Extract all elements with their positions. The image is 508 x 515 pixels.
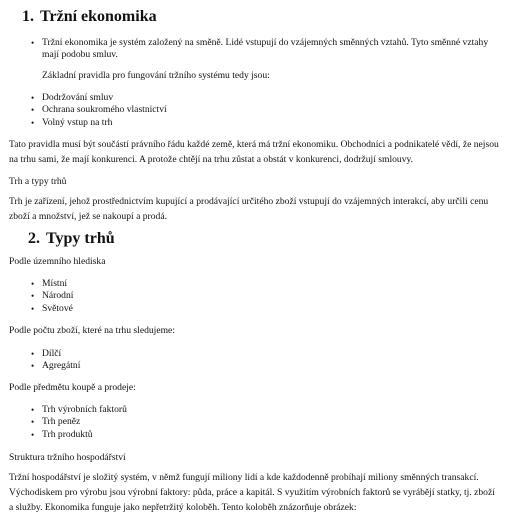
list-item (31, 116, 482, 129)
section-title: Typy trhů (46, 230, 115, 247)
subject-list (31, 404, 342, 441)
bullet-icon: • (31, 117, 35, 128)
bullet-icon: • (31, 361, 35, 372)
paragraph-structure: Tržní hospodářství je složitý systém, v němž fungují miliony lidí a kde každodenně probíhají miliony směnných transakcí. Východiskem pro výrobu jsou výrobní faktory: půda, práce a kapitál. S využitím výrobních faktorů se vyrábějí statky, tj. zboží a služby. Ekonomika funguje jako nepřetržitý koloběh. Tento koloběh znázorňuje obrázek: (9, 472, 495, 513)
list-item-text: Agregátní (42, 360, 81, 372)
bullet-icon: • (31, 38, 35, 48)
group-label-subject: Podle předmětu koupě a prodeje: (9, 382, 136, 393)
section-heading-2 (28, 230, 115, 248)
bullet-icon: • (31, 105, 35, 116)
section-number: 1. (22, 8, 34, 25)
bullet-icon: • (31, 291, 35, 302)
rules-intro: Základní pravidla pro fungování tržního systému tedy jsou: (42, 70, 270, 81)
bullet-icon: • (31, 279, 35, 289)
bullet-icon: • (31, 405, 35, 415)
list-item-text: Dílčí (42, 348, 62, 359)
list-item-text: Volný vstup na trh (42, 116, 113, 128)
list-item (31, 416, 342, 428)
list-item (31, 290, 342, 302)
territorial-list (31, 278, 342, 315)
intro-bullet-list (31, 37, 498, 62)
list-item-text: Trh výrobních faktorů (42, 404, 127, 415)
section-heading-1 (22, 8, 157, 26)
section-number: 2. (28, 230, 40, 247)
group-label-territorial: Podle územního hlediska (9, 256, 106, 267)
count-list (31, 348, 342, 373)
bullet-icon: • (31, 429, 35, 440)
list-item (31, 92, 482, 104)
list-item-text: Ochrana soukromého vlastnictví (42, 104, 167, 116)
list-item (31, 302, 342, 315)
list-item-text: Tržní ekonomika je systém založený na směně. Lidé vstupují do vzájemných směnných vztahů. Tyto směnné vztahy mají podobu smluv. (42, 37, 489, 61)
bullet-icon: • (31, 417, 35, 428)
bullet-icon: • (31, 349, 35, 359)
bullet-icon: • (31, 93, 35, 103)
rules-list (31, 92, 482, 129)
structure-label: Struktura tržního hospodářství (9, 452, 126, 463)
paragraph-market: Trh je zařízení, jehož prostřednictvím kupující a prodávající určitého zboží vstupují do vzájemných interakcí, aby určili cenu zboží a množství, jež se nakoupí a prodá. (9, 196, 489, 222)
list-item (31, 428, 342, 441)
bullet-icon: • (31, 303, 35, 314)
list-item-text: Národní (42, 290, 74, 302)
list-item-text: Dodržování smluv (42, 92, 114, 103)
list-item-text: Světové (42, 302, 73, 314)
list-item (31, 278, 342, 290)
subheading-market: Trh a typy trhů (9, 176, 67, 187)
list-item (31, 360, 342, 372)
paragraph-rules: Tato pravidla musí být součástí právního řádu každé země, která má tržní ekonomiku. Obchodníci a podnikatelé vědí, že nejsou na trhu sami, že mají konkurenci. A protože chtějí na trhu zůstat a obstát v konkurenci, dodržují smlouvy. (9, 139, 499, 165)
section-title: Tržní ekonomika (40, 8, 157, 25)
list-item-text: Trh produktů (42, 428, 93, 440)
list-item (31, 37, 498, 62)
list-item-text: Místní (42, 278, 68, 289)
list-item-text: Trh peněz (42, 416, 81, 428)
group-label-count: Podle počtu zboží, které na trhu sledujeme: (9, 325, 175, 336)
list-item (31, 348, 342, 360)
list-item (31, 404, 342, 416)
list-item (31, 104, 482, 116)
